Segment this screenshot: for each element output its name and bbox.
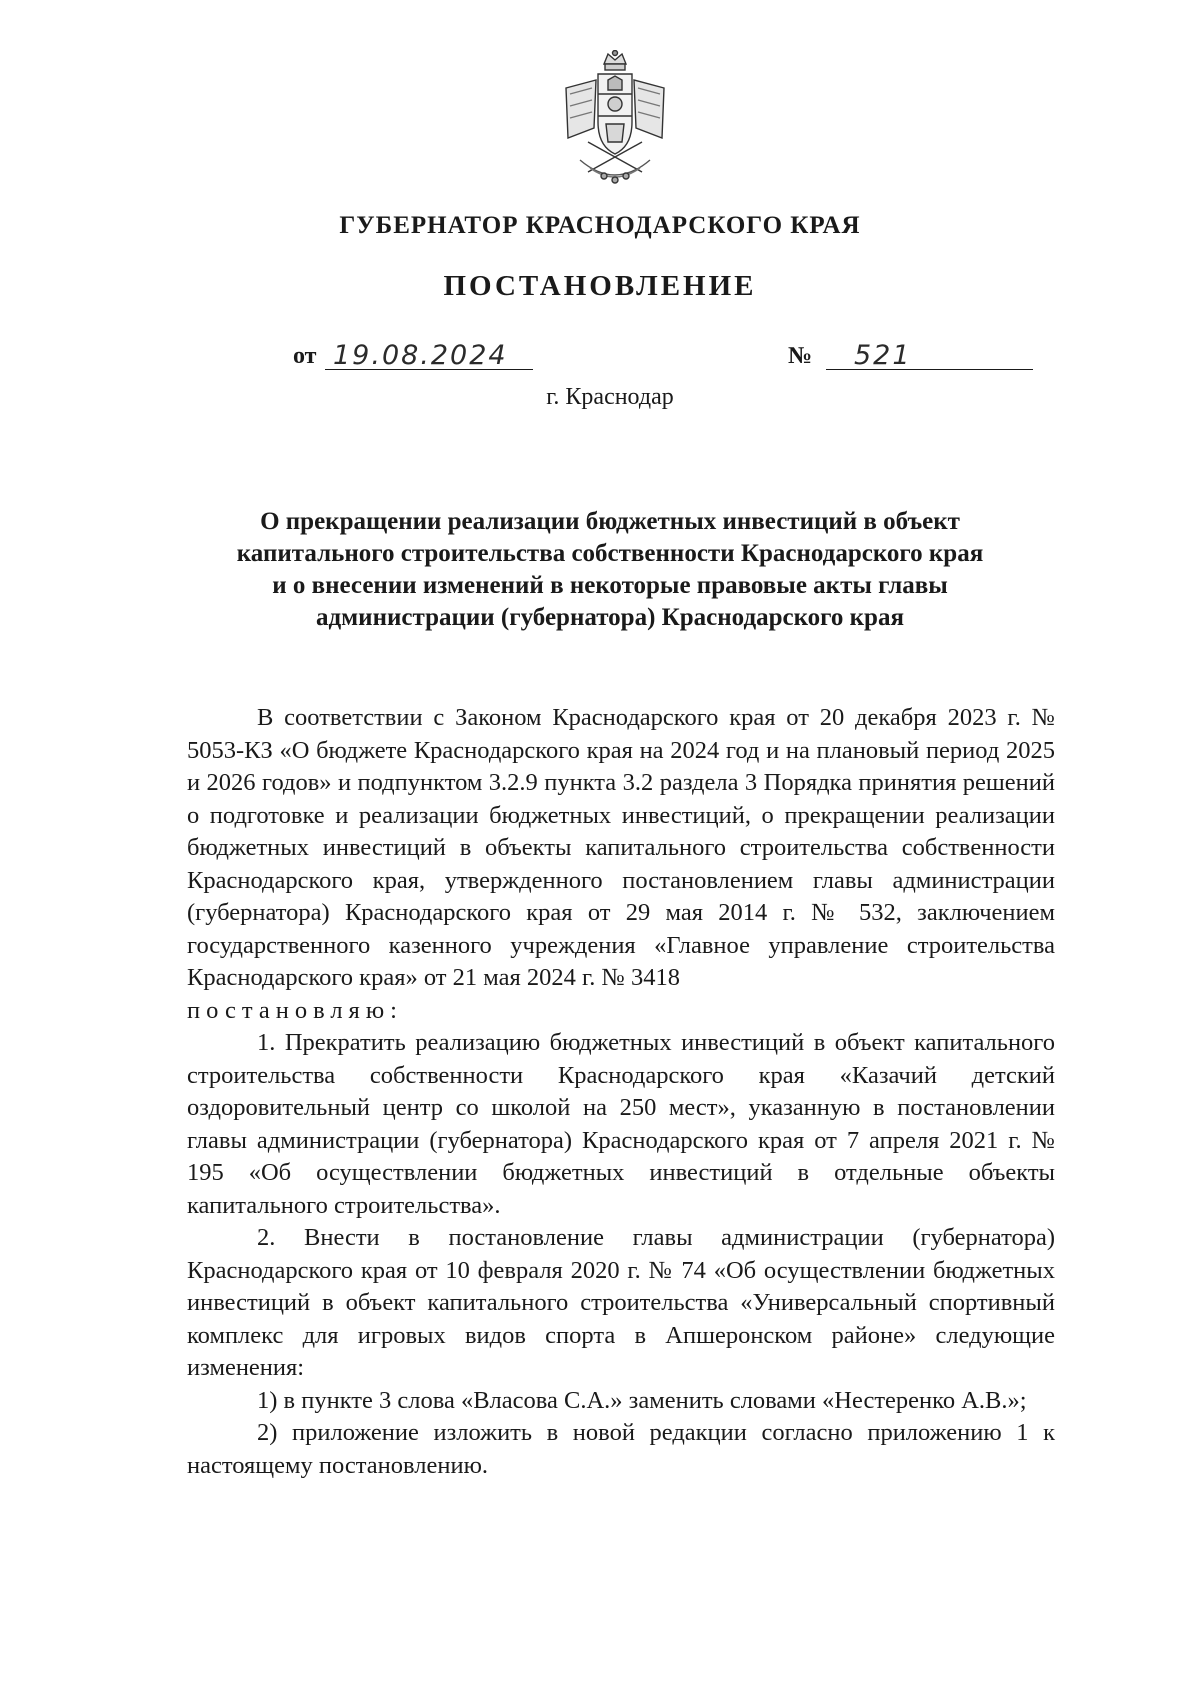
issuing-authority: ГУБЕРНАТОР КРАСНОДАРСКОГО КРАЯ xyxy=(339,212,861,239)
title-line: капитального строительства собственности Краснодарского края xyxy=(236,540,984,567)
date-prefix: от xyxy=(293,343,317,369)
title-line: О прекращении реализации бюджетных инвестиций в объект xyxy=(260,508,960,535)
city-label: г. Краснодар xyxy=(546,384,674,410)
coat-of-arms-icon xyxy=(560,50,670,190)
resolve-word: постановляю: xyxy=(187,996,403,1024)
item-2-subitem-1: 1) в пункте 3 слова «Власова С.А.» заменить словами «Нестеренко А.В.»; xyxy=(257,1386,1027,1414)
date-value: 19.08.2024 xyxy=(333,340,508,371)
date-field xyxy=(325,339,533,370)
item-2-subitem-2: 2) приложение изложить в новой редакции согласно приложению 1 к настоящему постановлению. xyxy=(187,1419,1055,1479)
title-line: администрации (губернатора) Краснодарского края xyxy=(316,604,904,631)
resolve-line xyxy=(187,995,1055,1028)
title-line: и о внесении изменений в некоторые правовые акты главы xyxy=(272,572,948,599)
number-field xyxy=(826,339,1033,370)
date-number-row xyxy=(293,338,1033,374)
document-title xyxy=(180,506,1040,634)
item-1-paragraph: 1. Прекратить реализацию бюджетных инвестиций в объект капитального строительства собственности Краснодарского края «Казачий детский оздоровительный центр со школой на 250 мест», указанную в постановлении главы администрации (губернатора) Краснодарского края от 7 апреля 2021 г. № 195 «Об осуществлении бюджетных инвестиций в отдельные объекты капитального строительства». xyxy=(187,1029,1055,1219)
document-type-heading: ПОСТАНОВЛЕНИЕ xyxy=(443,270,757,302)
item-2-paragraph: 2. Внести в постановление главы администрации (губернатора) Краснодарского края от 10 февраля 2020 г. № 74 «Об осуществлении бюджетных инвестиций в объект капитального строительства «Универсальный спортивный комплекс для игровых видов спорта в Апшеронском районе» следующие изменения: xyxy=(187,1224,1055,1381)
number-value: 521 xyxy=(854,340,912,371)
number-prefix: № xyxy=(788,343,813,369)
preamble-paragraph: В соответствии с Законом Краснодарского края от 20 декабря 2023 г. № 5053-КЗ «О бюджете Краснодарского края на 2024 год и на плановый период 2025 и 2026 годов» и подпунктом 3.2.9 пункта 3.2 раздела 3 Порядка принятия решений о подготовке и реализации бюджетных инвестиций, о прекращении реализации бюджетных инвестиций в объекты капитального строительства собственности Краснодарского края, утвержденного постановлением главы администрации (губернатора) Краснодарского края от 29 мая 2014 г. № 532, заключением государственного казенного учреждения «Главное управление строительства Краснодарского края» от 21 мая 2024 г. № 3418 xyxy=(187,704,1055,991)
document-body xyxy=(187,702,1055,1482)
